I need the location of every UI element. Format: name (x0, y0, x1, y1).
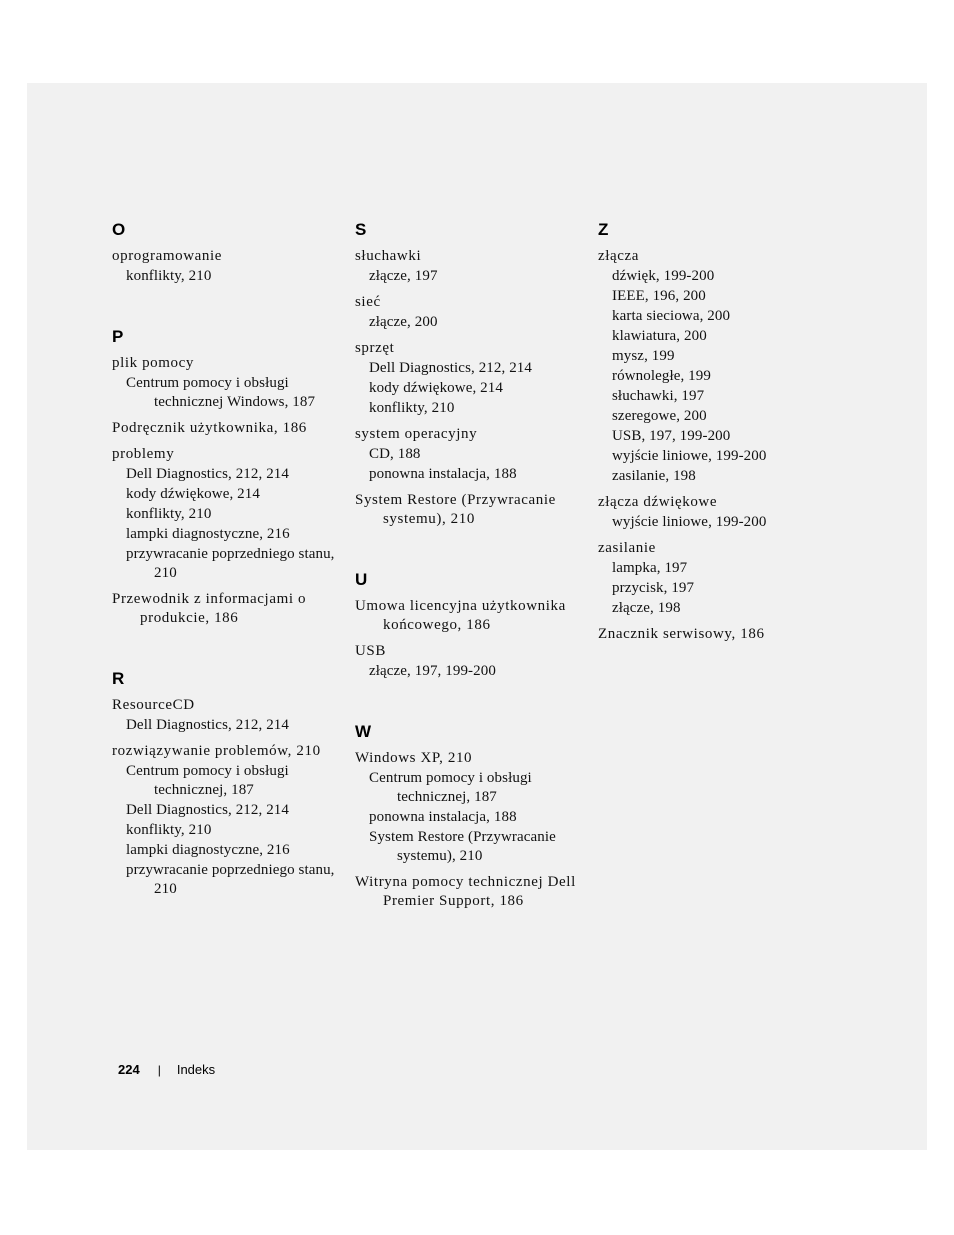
index-subterm: Dell Diagnostics, 212, 214 (126, 466, 290, 482)
section-letter: Z (598, 220, 609, 239)
index-subterm: szeregowe, 200 (612, 408, 707, 424)
index-subterm: lampki diagnostyczne, 216 (126, 526, 290, 542)
index-section (355, 219, 585, 529)
index-subterm: przywracanie poprzedniego stanu, 210 (126, 546, 335, 581)
index-section (112, 219, 342, 286)
page-footer (118, 1062, 215, 1077)
section-letter: S (355, 220, 367, 239)
index-term: złącza (598, 248, 640, 264)
index-entry (355, 425, 585, 484)
index-subterm: konflikty, 210 (126, 822, 212, 838)
index-entry (355, 293, 585, 332)
index-term: Znacznik serwisowy, 186 (598, 626, 765, 642)
index-subterm: Dell Diagnostics, 212, 214 (369, 360, 533, 376)
index-subterm: przywracanie poprzedniego stanu, 210 (126, 862, 335, 897)
index-entry (598, 625, 828, 644)
index-subterm: Dell Diagnostics, 212, 214 (126, 802, 290, 818)
index-term: problemy (112, 446, 175, 462)
index-subterm: USB, 197, 199-200 (612, 428, 731, 444)
index-subterm: Centrum pomocy i obsługi technicznej Windows, 187 (126, 375, 316, 410)
index-subterm: wyjście liniowe, 199-200 (612, 514, 767, 530)
index-entry (112, 354, 342, 412)
index-entry (355, 339, 585, 418)
index-subterm: zasilanie, 198 (612, 468, 696, 484)
index-column-3 (598, 219, 828, 684)
index-term: oprogramowanie (112, 248, 223, 264)
footer-section-title: Indeks (176, 1062, 216, 1077)
index-entry (598, 539, 828, 618)
section-letter: R (112, 669, 125, 688)
index-term: ResourceCD (112, 697, 195, 713)
index-section (598, 219, 828, 644)
index-entry (355, 749, 585, 866)
index-subterm: ponowna instalacja, 188 (369, 809, 517, 825)
index-subterm: dźwięk, 199-200 (612, 268, 715, 284)
index-term: sprzęt (355, 340, 395, 356)
index-term: złącza dźwiękowe (598, 494, 718, 510)
index-entry (112, 590, 342, 628)
index-subterm: klawiatura, 200 (612, 328, 707, 344)
index-subterm: System Restore (Przywracanie systemu), 210 (369, 829, 556, 864)
index-subterm: równoległe, 199 (612, 368, 711, 384)
index-subterm: kody dźwiękowe, 214 (126, 486, 260, 502)
index-column-1 (112, 219, 342, 939)
index-term: rozwiązywanie problemów, 210 (112, 743, 321, 759)
index-term: słuchawki (355, 248, 422, 264)
index-section (355, 721, 585, 911)
footer-separator: | (157, 1063, 161, 1077)
index-term: system operacyjny (355, 426, 478, 442)
index-term: Umowa licencyjna użytkownika końcowego, 186 (355, 598, 566, 633)
index-subterm: konflikty, 210 (126, 268, 212, 284)
index-subterm: kody dźwiękowe, 214 (369, 380, 503, 396)
index-entry (355, 247, 585, 286)
index-entry (598, 493, 828, 532)
index-subterm: złącze, 200 (369, 314, 438, 330)
section-letter: O (112, 220, 126, 239)
index-section (112, 326, 342, 628)
index-entry (112, 419, 342, 438)
index-subterm: słuchawki, 197 (612, 388, 705, 404)
index-entry (355, 642, 585, 681)
index-term: Witryna pomocy technicznej Dell Premier Support, 186 (355, 874, 576, 909)
section-letter: W (355, 722, 372, 741)
index-subterm: ponowna instalacja, 188 (369, 466, 517, 482)
index-entry (112, 696, 342, 735)
index-subterm: konflikty, 210 (369, 400, 455, 416)
page-number: 224 (118, 1062, 140, 1077)
index-subterm: Centrum pomocy i obsługi technicznej, 187 (369, 770, 532, 805)
index-entry (598, 247, 828, 486)
index-subterm: lampka, 197 (612, 560, 688, 576)
index-term: Przewodnik z informacjami o produkcie, 186 (112, 591, 307, 626)
index-entry (355, 873, 585, 911)
index-subterm: złącze, 197, 199-200 (369, 663, 496, 679)
index-subterm: lampki diagnostyczne, 216 (126, 842, 290, 858)
section-letter: U (355, 570, 368, 589)
index-subterm: złącze, 197 (369, 268, 438, 284)
index-subterm: CD, 188 (369, 446, 421, 462)
index-entry (112, 247, 342, 286)
index-subterm: Dell Diagnostics, 212, 214 (126, 717, 290, 733)
index-column-2 (355, 219, 585, 951)
index-subterm: mysz, 199 (612, 348, 675, 364)
index-term: USB (355, 643, 386, 659)
index-entry (112, 742, 342, 899)
index-term: System Restore (Przywracanie systemu), 210 (355, 492, 556, 527)
index-term: Podręcznik użytkownika, 186 (112, 420, 307, 436)
index-subterm: Centrum pomocy i obsługi technicznej, 187 (126, 763, 289, 798)
index-section (112, 668, 342, 899)
index-term: plik pomocy (112, 355, 195, 371)
index-subterm: IEEE, 196, 200 (612, 288, 706, 304)
index-term: sieć (355, 294, 381, 310)
index-term: zasilanie (598, 540, 656, 556)
index-term: Windows XP, 210 (355, 750, 473, 766)
index-entry (355, 491, 585, 529)
section-letter: P (112, 327, 124, 346)
index-subterm: złącze, 198 (612, 600, 681, 616)
index-subterm: wyjście liniowe, 199-200 (612, 448, 767, 464)
index-subterm: przycisk, 197 (612, 580, 695, 596)
index-entry (355, 597, 585, 635)
index-entry (112, 445, 342, 583)
index-subterm: konflikty, 210 (126, 506, 212, 522)
index-section (355, 569, 585, 681)
index-subterm: karta sieciowa, 200 (612, 308, 731, 324)
